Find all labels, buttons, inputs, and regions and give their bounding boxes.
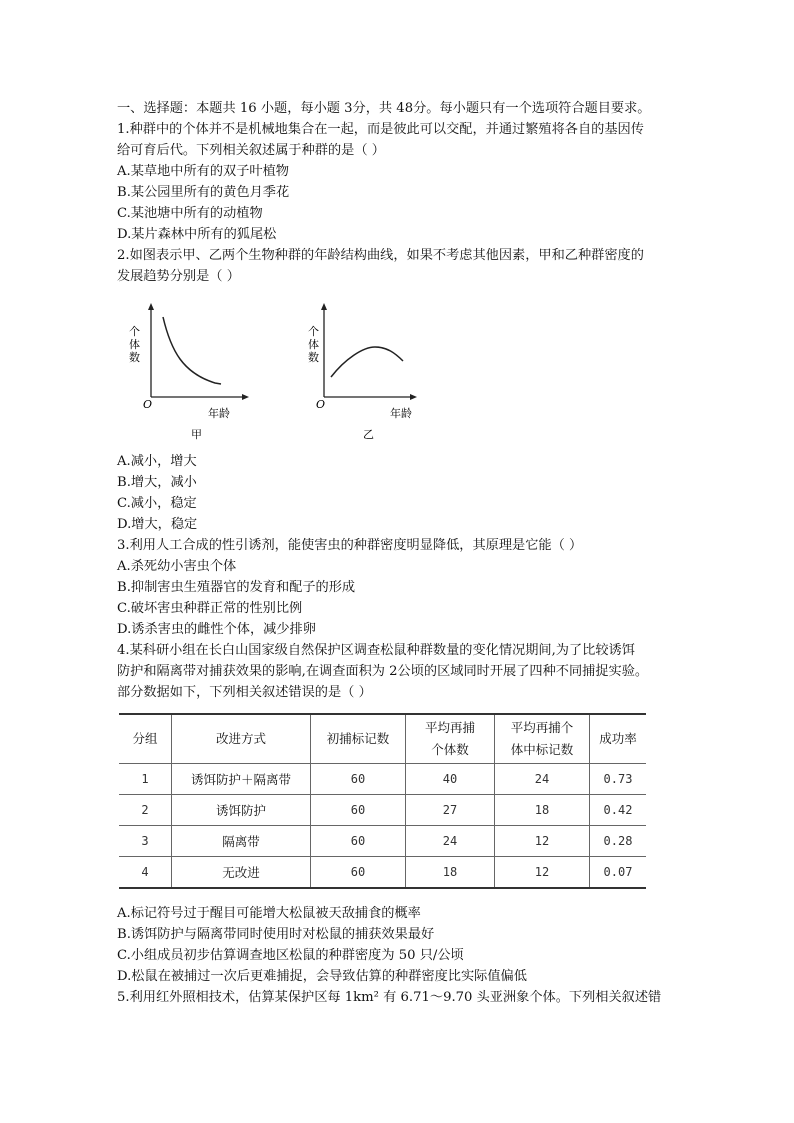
q2-stem-line1: 2.如图表示甲、乙两个生物种群的年龄结构曲线，如果不考虑其他因素，甲和乙种群密度的	[117, 248, 644, 263]
cell-initial-marked: 60	[311, 795, 406, 826]
q2-stem-line2: 发展趋势分别是（ ）	[117, 269, 240, 284]
graph-yi-xlabel: 年龄	[390, 407, 412, 420]
cell-initial-marked: 60	[311, 764, 406, 795]
graph-jia	[129, 303, 249, 441]
col-header-recaptured	[406, 714, 495, 764]
cell-group: 3	[119, 826, 172, 857]
cell-recaptured: 24	[406, 826, 495, 857]
q2-option-d: D.增大，稳定	[117, 517, 198, 532]
q4-stem-line2: 防护和隔离带对捕获效果的影响,在调查面积为 2公顷的区域同时开展了四种不同捕捉实验。	[117, 664, 649, 679]
graph-jia-y-arrow	[148, 303, 154, 310]
graph-yi-curve	[331, 347, 403, 377]
cell-success-rate: 0.07	[590, 857, 647, 889]
cell-success-rate: 0.73	[590, 764, 647, 795]
q1-option-a: A.某草地中所有的双子叶植物	[117, 164, 289, 179]
col-header-method-l1: 改进方式	[215, 731, 266, 746]
cell-success-rate: 0.42	[590, 795, 647, 826]
q2-option-b: B.增大，减小	[117, 475, 197, 490]
cell-recaptured: 40	[406, 764, 495, 795]
graph-jia-origin: O	[143, 398, 153, 411]
q1-option-d: D.某片森林中所有的狐尾松	[117, 227, 277, 242]
cell-initial-marked: 60	[311, 826, 406, 857]
graph-yi-ylabel-3: 数	[308, 351, 319, 364]
q4-table-wrapper	[119, 713, 677, 889]
cell-group: 1	[119, 764, 172, 795]
graph-jia-xlabel: 年龄	[208, 407, 230, 420]
col-header-recaptured-marked-l2: 体中标记数	[510, 742, 574, 757]
cell-recaptured-marked: 24	[495, 764, 590, 795]
cell-group: 2	[119, 795, 172, 826]
cell-group: 4	[119, 857, 172, 889]
col-header-method	[172, 714, 311, 764]
graph-jia-curve	[163, 317, 221, 384]
cell-recaptured-marked: 12	[495, 826, 590, 857]
col-header-initial-marked	[311, 714, 406, 764]
q4-option-d: D.松鼠在被捕过一次后更难捕捉，会导致估算的种群密度比实际值偏低	[117, 969, 527, 984]
q3-option-a: A.杀死幼小害虫个体	[117, 559, 237, 574]
q1-stem-line2: 给可育后代。下列相关叙述属于种群的是（ ）	[117, 143, 385, 158]
graph-yi-caption: 乙	[363, 428, 374, 441]
graph-yi-origin: O	[316, 398, 326, 411]
graph-jia-ylabel-2: 体	[129, 338, 140, 351]
col-header-recaptured-l1: 平均再捕	[424, 720, 475, 735]
q1-option-b: B.某公园里所有的黄色月季花	[117, 185, 290, 200]
cell-recaptured-marked: 18	[495, 795, 590, 826]
q4-option-a: A.标记符号过于醒目可能增大松鼠被天敌捕食的概率	[117, 906, 421, 921]
q1-option-c: C.某池塘中所有的动植物	[117, 206, 263, 221]
q2-option-a: A.减小，增大	[117, 454, 197, 469]
cell-success-rate: 0.28	[590, 826, 647, 857]
q3-stem: 3.利用人工合成的性引诱剂，能使害虫的种群密度明显降低，其原理是它能（ ）	[117, 538, 583, 553]
graph-yi-y-arrow	[321, 303, 327, 310]
graph-yi	[308, 303, 417, 441]
col-header-recaptured-marked-l1: 平均再捕个	[510, 720, 574, 735]
q3-option-d: D.诱杀害虫的雌性个体，减少排卵	[117, 622, 316, 637]
age-structure-curves	[117, 293, 437, 443]
cell-initial-marked: 60	[311, 857, 406, 889]
q2-figure	[117, 293, 677, 443]
graph-yi-x-arrow	[410, 394, 417, 400]
graph-jia-x-arrow	[242, 394, 249, 400]
col-header-success-rate-l1: 成功率	[599, 731, 637, 746]
graph-jia-ylabel-3: 数	[129, 351, 140, 364]
q4-option-b: B.诱饵防护与隔离带同时使用时对松鼠的捕获效果最好	[117, 927, 435, 942]
q3-option-c: C.破坏害虫种群正常的性别比例	[117, 601, 303, 616]
graph-yi-ylabel-2: 体	[308, 338, 319, 351]
col-header-group-l1: 分组	[132, 731, 158, 746]
table-row	[119, 857, 646, 889]
graph-jia-caption: 甲	[191, 428, 202, 441]
cell-method: 诱饵防护＋隔离带	[172, 764, 311, 795]
q4-stem-line1: 4.某科研小组在长白山国家级自然保护区调查松鼠种群数量的变化情况期间,为了比较诱饵	[117, 643, 635, 658]
table-row	[119, 795, 646, 826]
cell-method: 诱饵防护	[172, 795, 311, 826]
cell-recaptured: 27	[406, 795, 495, 826]
cell-recaptured-marked: 12	[495, 857, 590, 889]
q3-option-b: B.抑制害虫生殖器官的发育和配子的形成	[117, 580, 356, 595]
q5-stem-line1: 5.利用红外照相技术，估算某保护区每 1km² 有 6.71～9.70 头亚洲象个体。下列相关叙述错	[117, 990, 662, 1005]
col-header-recaptured-marked	[495, 714, 590, 764]
section-heading: 一、选择题：本题共 16 小题，每小题 3分，共 48分。每小题只有一个选项符合题目要求。	[117, 101, 651, 116]
table-row	[119, 764, 646, 795]
table-header-row	[119, 714, 646, 764]
cell-recaptured: 18	[406, 857, 495, 889]
question-list	[117, 98, 677, 1008]
q1-stem-line1: 1.种群中的个体并不是机械地集合在一起，而是彼此可以交配，并通过繁殖将各自的基因传	[117, 122, 644, 137]
table-row	[119, 826, 646, 857]
col-header-group	[119, 714, 172, 764]
graph-jia-ylabel-1: 个	[129, 325, 140, 338]
graph-yi-ylabel-1: 个	[308, 325, 319, 338]
q4-stem-line3: 部分数据如下，下列相关叙述错误的是（ ）	[117, 685, 372, 700]
col-header-success-rate	[590, 714, 647, 764]
q2-option-c: C.减小，稳定	[117, 496, 197, 511]
col-header-initial-marked-l1: 初捕标记数	[326, 731, 390, 746]
cell-method: 无改进	[172, 857, 311, 889]
cell-method: 隔离带	[172, 826, 311, 857]
col-header-recaptured-l2: 个体数	[431, 742, 469, 757]
q4-option-c: C.小组成员初步估算调查地区松鼠的种群密度为 50 只/公顷	[117, 948, 464, 963]
q4-capture-table	[119, 713, 646, 889]
